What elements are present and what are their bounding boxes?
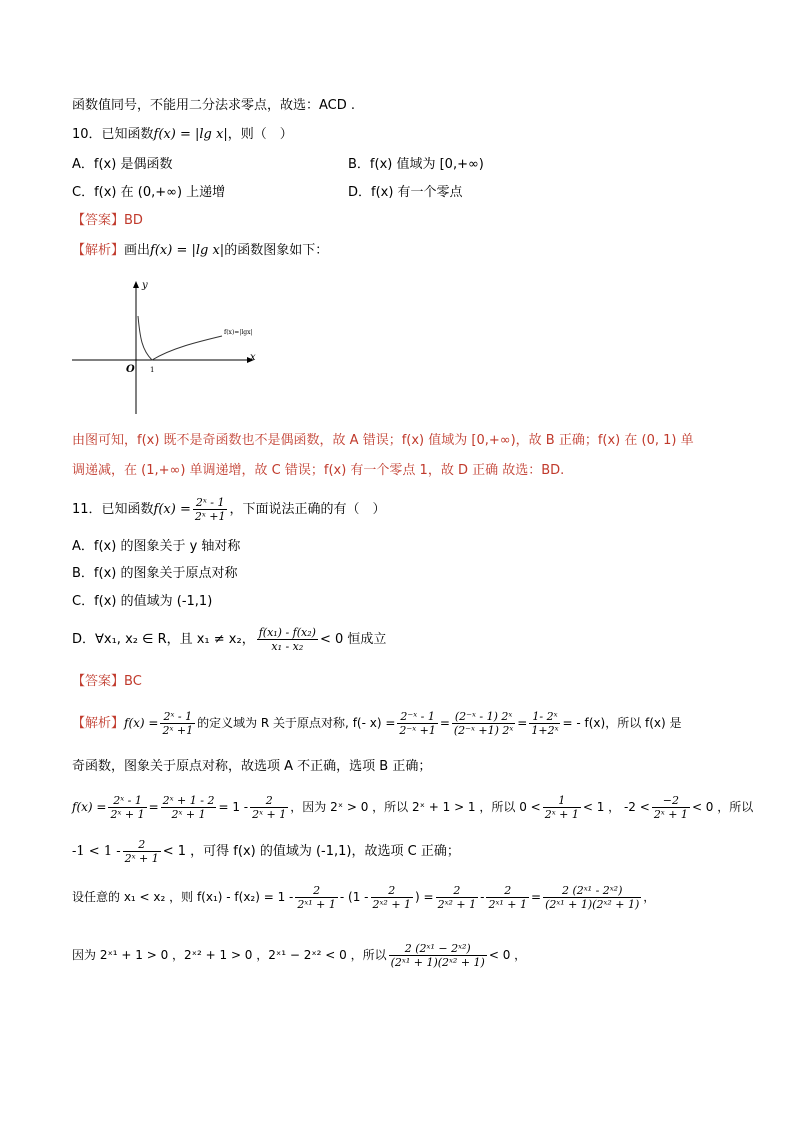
q11-option-a: A．f(x) 的图象关于 y 轴对称 [72,539,241,554]
q11-analysis-5 [72,884,655,911]
a1-eq2: = [517,716,528,730]
a3-mid: ，因为 2ˣ > 0 ，所以 2ˣ + 1 > 1 ，所以 0 < [290,800,541,814]
q11-suffix: ，下面说法正确的有（ ） [229,502,386,517]
y-label: y [142,280,148,291]
a5-f1-den: 2ˣ¹ + 1 [297,898,336,911]
q11-func-num: 2ˣ - 1 [193,496,228,510]
a4-den: 2ˣ + 1 [124,852,159,865]
a1-frac3 [452,710,515,737]
a3-eq2: = 1 - [218,800,249,814]
a1-den: 2ˣ +1 [162,724,194,737]
q11-option-d [72,626,386,653]
q10-suffix: ，则（ ） [227,127,293,142]
tick-1-label: 1 [150,366,155,374]
q11-analysis-6 [72,942,526,969]
a5-minus: - [480,890,485,904]
q10-prefix: 10．已知函数 [72,127,154,142]
q11-answer-tag: 【答案】 [72,674,125,689]
q11-func-lhs: f(x) = [153,502,191,517]
a5-end: ， [643,890,656,904]
a3-end: < 0 ，所以 [691,800,754,814]
q10-function: f(x) = |lg x| [153,127,228,142]
a3-f2-num: 2ˣ + 1 - 2 [162,794,215,807]
a5-f4-num: 2 [486,884,529,898]
a5-frac5 [543,884,641,911]
a1-f4-den: 1+2ˣ [531,724,559,737]
a1-num: 2ˣ - 1 [160,710,195,724]
q11-optd-fraction [257,626,318,653]
q11-answer-value: BC [124,674,142,689]
q11-optd-num: f(x₁) - f(x₂) [258,626,316,639]
q10-answer-value: BD [124,213,143,228]
x-label: x [250,352,256,363]
q10-analysis-tag: 【解析】 [72,243,125,258]
q11-optd-text: D．∀x₁, x₂ ∈ R，且 x₁ ≠ x₂， [72,632,255,647]
a3-f4-num: 1 [543,794,581,808]
q10-expl-text-1: 由图可知，f(x) 既不是奇函数也不是偶函数，故 A 错误；f(x) 值域为 [0,+∞)，故 B 正确；f(x) 在 (0, 1) 单 [72,433,694,448]
q10-answer-tag: 【答案】 [72,213,125,228]
q11-analysis-3 [72,794,753,821]
a1-eq1: = [439,716,450,730]
a3-frac4 [543,794,581,821]
q10-stem [72,126,293,144]
a3-mid2: < 1 ， -2 < [582,800,650,814]
a1-f2-num: 2⁻ˣ - 1 [397,710,437,724]
a1-f4-num: 1- 2ˣ [529,710,560,724]
a5-f5-num: 2 (2ˣ¹ - 2ˣ²) [543,884,641,898]
q10-option-b: B．f(x) 值域为 [0,+∞) [348,157,484,172]
curve-label: f(x)=|lgx| [224,329,253,336]
q10-analysis [72,242,328,260]
a1-mid: 的定义域为 R 关于原点对称, f(- x) = [197,716,396,730]
a6-num: 2 (2ˣ¹ − 2ˣ²) [389,942,487,956]
q10-option-a: A．f(x) 是偶函数 [72,157,173,172]
a5-frac1 [295,884,338,911]
a1-f3-den: (2⁻ˣ +1) 2ˣ [453,724,514,737]
a1-end: = - f(x)，所以 f(x) 是 [562,716,682,730]
a3-frac5 [652,794,690,821]
a3-f1-den: 2ˣ + 1 [110,808,145,821]
q11-analysis-1 [72,710,682,737]
a3-frac3 [250,794,288,821]
a5-f5-den: (2ˣ¹ + 1)(2ˣ² + 1) [545,898,640,911]
q10-analysis-text2: 的函数图象如下： [224,243,329,258]
q10-option-c: C．f(x) 在 (0,+∞) 上递增 [72,185,226,200]
q11-answer [72,673,142,691]
q10-analysis-func: f(x) = |lg x| [150,243,225,258]
a3-frac2 [161,794,217,821]
a3-f3-num: 2 [250,794,288,808]
y-axis-arrow [133,281,139,288]
q10-answer [72,212,143,230]
a5-frac4 [486,884,529,911]
a5-frac3 [436,884,479,911]
a1-frac4 [529,710,560,737]
a6-den: (2ˣ¹ + 1)(2ˣ² + 1) [390,956,485,969]
a3-eq: = [148,800,159,814]
q11-analysis-tag: 【解析】 [72,716,125,731]
a3-f1-num: 2ˣ - 1 [108,794,146,808]
a3-lhs: f(x) = [72,800,107,814]
a5-eq: = [531,890,542,904]
a5-f4-den: 2ˣ¹ + 1 [488,898,528,911]
a6-frac [389,942,487,969]
q11-func-fraction [193,496,228,523]
a4-pre: -1 < 1 - [72,844,121,859]
a1-lhs: f(x) = [124,716,159,730]
q10-analysis-text: 画出 [124,243,151,258]
q10-explanation-2 [72,462,564,480]
a5-pre: 设任意的 x₁ < x₂ ，则 f(x₁) - f(x₂) = 1 - [72,890,294,904]
q10-explanation-1 [72,432,694,450]
a5-mid: - (1 - [339,890,369,904]
curve-lg-abs [138,316,222,360]
q11-optd-den: x₁ - x₂ [271,640,304,653]
a5-f2-den: 2ˣ² + 1 [372,898,412,911]
a5-f3-den: 2ˣ² + 1 [437,898,477,911]
a4-frac [123,838,161,865]
origin-label: O [126,364,135,375]
a6-end: < 0 ， [488,948,527,962]
a3-f3-den: 2ˣ + 1 [252,808,287,821]
a4-end: < 1 ，可得 f(x) 的值域为 (-1,1)，故选项 C 正确； [162,844,460,859]
q11-optd-end: < 0 恒成立 [319,632,387,647]
a5-frac2 [371,884,414,911]
q11-option-b: B．f(x) 的图象关于原点对称 [72,566,238,581]
q11-analysis-2: 奇函数，图象关于原点对称，故选项 A 不正确，选项 B 正确； [72,759,432,774]
q11-stem [72,496,386,523]
a5-mid2: ) = [415,890,434,904]
a5-f3-num: 2 [436,884,479,898]
a3-f2-den: 2ˣ + 1 [171,808,206,821]
a3-frac1 [108,794,146,821]
a3-f4-den: 2ˣ + 1 [544,808,579,821]
previous-line: 函数值同号，不能用二分法求零点，故选：ACD . [72,98,356,113]
a3-f5-num: −2 [652,794,690,808]
q10-expl-text-2: 调递减，在 (1,+∞) 单调递增，故 C 错误；f(x) 有一个零点 1，故 D 正确 故选：BD. [72,463,565,478]
a4-num: 2 [123,838,161,852]
q11-prefix: 11．已知函数 [72,502,154,517]
q10-option-d: D．f(x) 有一个零点 [348,185,463,200]
a1-f2-den: 2⁻ˣ +1 [399,724,436,737]
q11-analysis-4 [72,838,460,865]
a3-f5-den: 2ˣ + 1 [653,808,688,821]
lg-abs-graph [72,276,272,416]
a1-f3-num: (2⁻ˣ - 1) 2ˣ [452,710,515,724]
q11-option-c: C．f(x) 的值域为 (-1,1) [72,594,213,609]
a5-f1-num: 2 [295,884,338,898]
a5-f2-num: 2 [371,884,414,898]
a6-pre: 因为 2ˣ¹ + 1 > 0 ，2ˣ² + 1 > 0 ，2ˣ¹ − 2ˣ² < 0 ，所以 [72,948,387,962]
q11-func-den: 2ˣ +1 [194,510,226,523]
a1-frac2 [397,710,437,737]
a1-frac [160,710,195,737]
